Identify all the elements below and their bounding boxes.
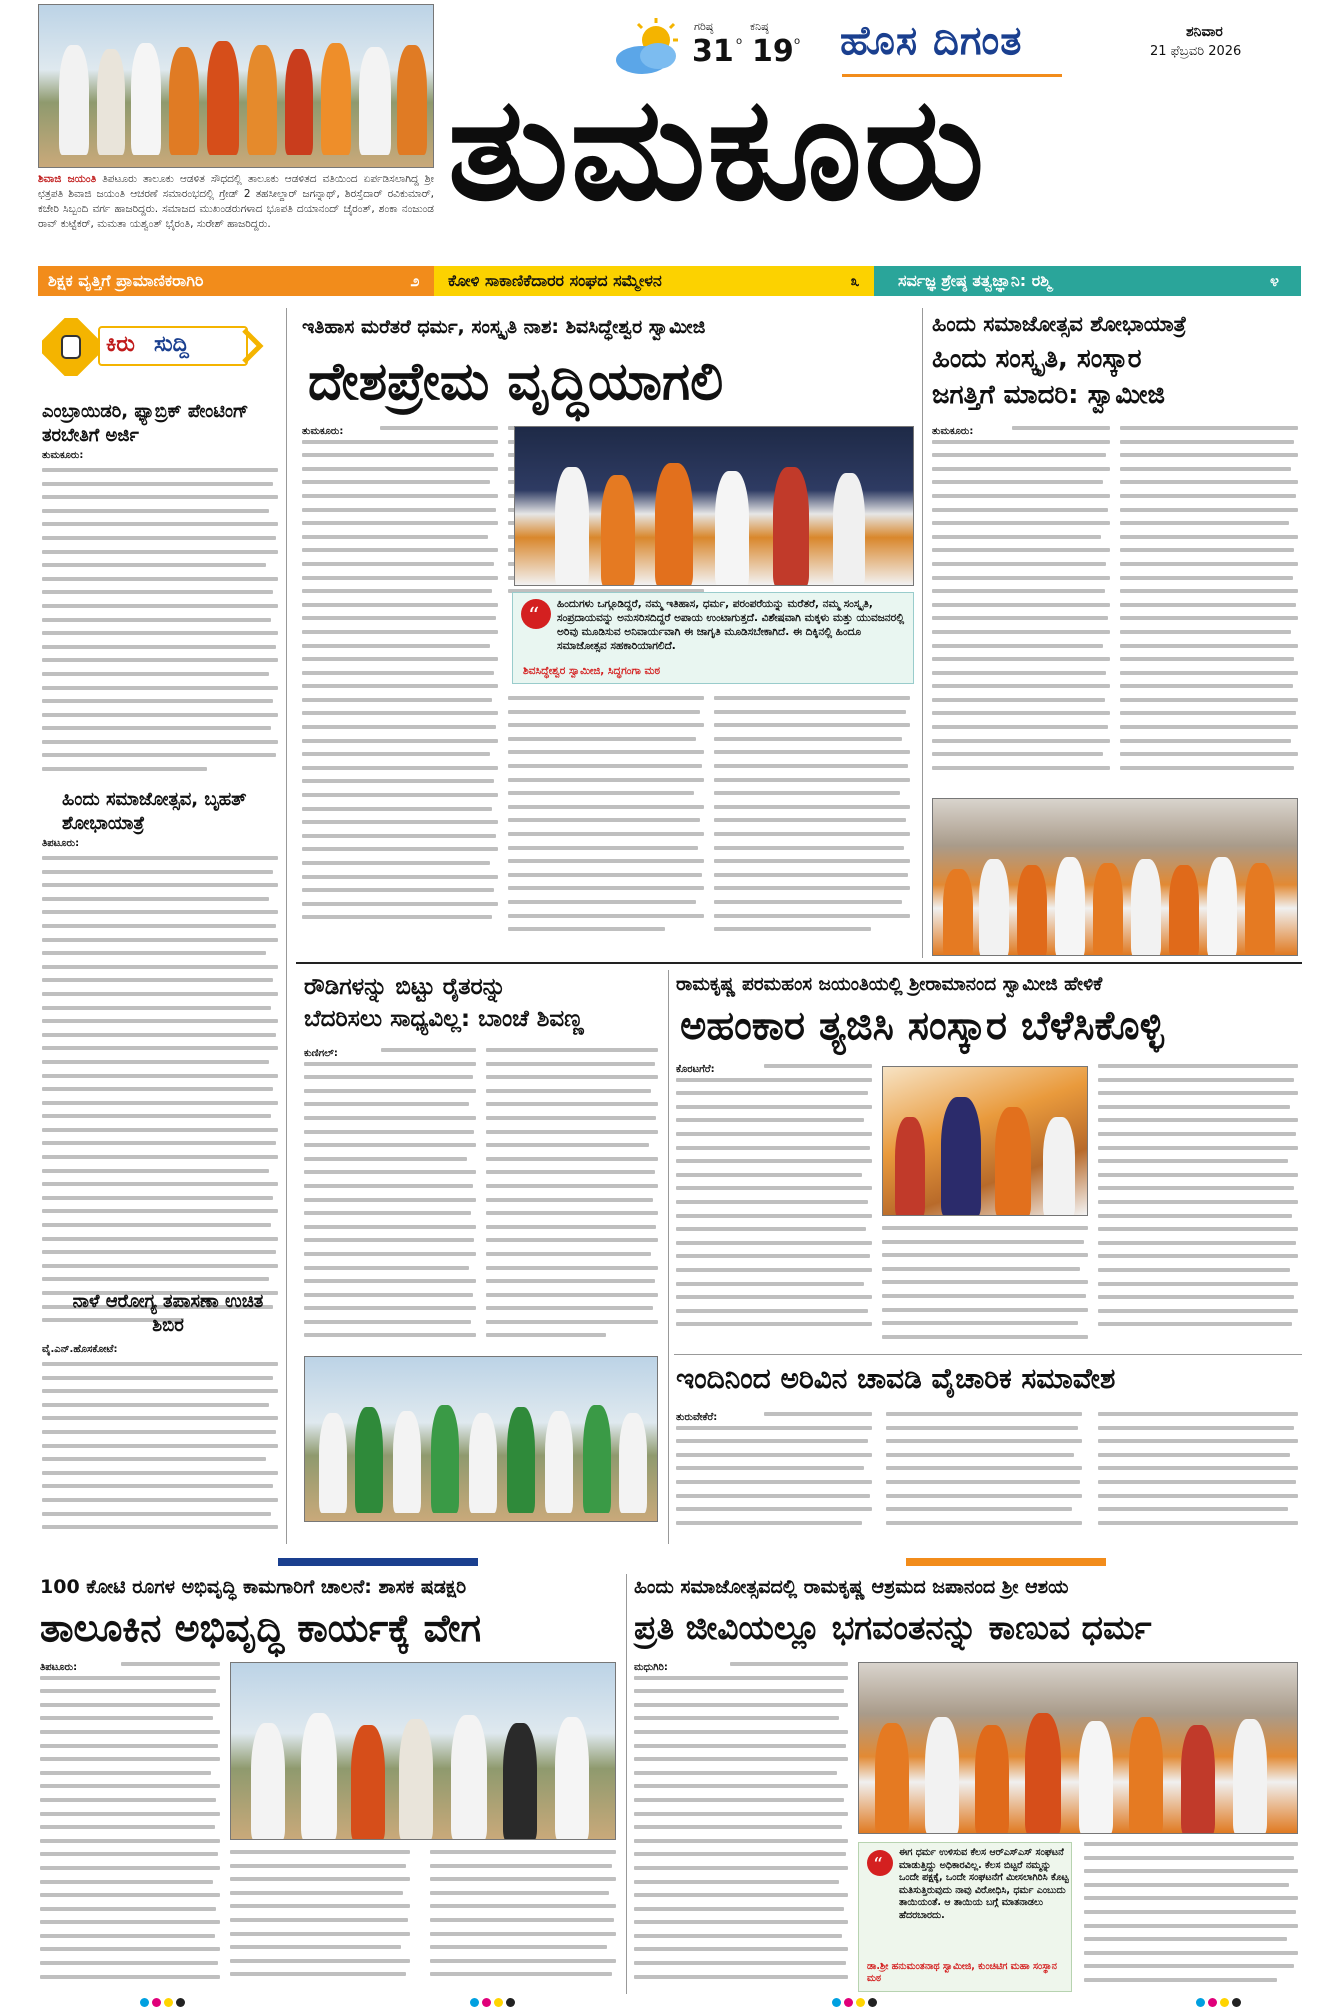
chavadi-story <box>674 1360 1302 1544</box>
taluk-dateline: ತಿಪಟೂರು: <box>40 1662 78 1673</box>
brief1-headline[interactable]: ಎಂಬ್ರಾಯಿಡರಿ, ಫ್ಯಾಬ್ರಿಕ್ ಪೇಂಟಿಂಗ್ ತರಬೇತಿಗೆ ಅರ್ಜಿ <box>42 401 249 446</box>
chavadi-headline[interactable]: ಇಂದಿನಿಂದ ಅರಿವಿನ ಚಾವಡಿ ವೈಚಾರಿಕ ಸಮಾವೇಶ <box>676 1362 1116 1395</box>
lead-quote-box <box>512 592 914 684</box>
brief1-dateline: ತುಮಕೂರು: <box>42 450 84 461</box>
rk-kicker[interactable]: ರಾಮಕೃಷ್ಣ ಪರಮಹಂಸ ಜಯಂತಿಯಲ್ಲಿ ಶ್ರೀರಾಮಾನಂದ ಸ್ವಾಮೀಜಿ ಹೇಳಿಕೆ <box>676 974 1103 995</box>
edition-title: ತುಮಕೂರು <box>448 67 987 232</box>
development-photo <box>230 1662 616 1840</box>
right-dateline: ತುಮಕೂರು: <box>932 426 974 437</box>
kirusuddi-label-b: ಸುದ್ದಿ <box>154 332 189 357</box>
brief2-dateline: ತಿಪಟೂರು: <box>42 838 80 849</box>
caption-head: ಶಿವಾಜಿ ಜಯಂತಿ <box>38 173 97 185</box>
shivaji-jayanti-photo <box>38 4 434 168</box>
quote-mark-icon <box>865 1849 895 1877</box>
svg-text:“: “ <box>528 604 540 629</box>
kirusuddi-column <box>38 308 280 1544</box>
ramakrishna-photo <box>882 1066 1088 1216</box>
lead-kicker[interactable]: ಇತಿಹಾಸ ಮರೆತರೆ ಧರ್ಮ, ಸಂಸ್ಕೃತಿ ನಾಶ: ಶಿವಸಿದ್ಧೇಶ್ವರ ಸ್ವಾಮೀಜಿ <box>302 316 706 338</box>
chevron-right-icon <box>242 328 264 364</box>
index-band-page-2: ೩ <box>836 266 874 296</box>
paper-logo: ಹೊಸ ದಿಗಂತ <box>840 18 1023 64</box>
index-band-item-1[interactable]: ಶಿಕ್ಷಕ ವೃತ್ತಿಗೆ ಪ್ರಾಮಾಣಿಕರಾಗಿರಿ <box>38 266 426 296</box>
max-temp-value: 31 <box>692 34 734 69</box>
brief2-headline[interactable]: ಹಿಂದು ಸಮಾಜೋತ್ಸವ, ಬೃಹತ್ ಶೋಭಾಯಾತ್ರೆ <box>62 789 247 834</box>
lead-quote-text: ಹಿಂದುಗಳು ಒಗ್ಗೂಡಿದ್ದರೆ, ನಮ್ಮ ಇತಿಹಾಸ, ಧರ್ಮ, ಪರಂಪರೆಯನ್ನು ಮರೆತರೆ, ನಮ್ಮ ಸಂಸ್ಕೃತಿ, ಸಂಪ್ರದಾಯವನ್ನು ಅನುಸರಿಸದಿದ್ದರೆ ಅಪಾಯ ಉಂಟಾಗುತ್ತದೆ. ವಿಶೇಷವಾಗಿ ಮಕ್ಕಳು ಮತ್ತು ಯುವಜನರಲ್ಲಿ ಅರಿವು ಮೂಡಿಸುವ ಅನಿವಾರ್ಯವಾಗಿ ಈ ಜಾಗೃತಿ ಮೂಡಿಸಬೇಕಾಗಿದೆ. ಈ ದಿಕ್ಕಿನಲ್ಲಿ ಹಿಂದೂ ಸಮಾಜೋತ್ಸವ ಸಹಕಾರಿಯಾಗಲಿದೆ. <box>557 598 905 652</box>
dharma-dateline: ಮಧುಗಿರಿ: <box>634 1662 668 1673</box>
max-temp-label: ಗರಿಷ್ಠ <box>694 20 714 33</box>
quote-mark-icon <box>519 599 553 629</box>
index-band-item-3[interactable]: ಸರ್ವಜ್ಞ ಶ್ರೇಷ್ಠ ತತ್ವಜ್ಞಾನಿ: ರಶ್ಮಿ <box>874 266 1301 296</box>
brief3-headline[interactable]: ನಾಳೆ ಆರೋಗ್ಯ ತಪಾಸಣಾ ಉಚಿತ ಶಿಬಿರ <box>72 1291 264 1336</box>
dharma-kicker[interactable]: ಹಿಂದು ಸಮಾಜೋತ್ಸವದಲ್ಲಿ ರಾಮಕೃಷ್ಣ ಆಶ್ರಮದ ಜಪಾನಂದ ಶ್ರೀ ಆಶಯ <box>634 1576 1069 1598</box>
right-headline-1[interactable]: ಹಿಂದು ಸಂಸ್ಕೃತಿ, ಸಂಸ್ಕಾರ <box>932 344 1142 374</box>
dharma-story <box>632 1574 1302 1994</box>
rk-dateline: ಕೊರಟಗೆರೆ: <box>676 1064 715 1075</box>
dharma-headline[interactable]: ಪ್ರತಿ ಜೀವಿಯಲ್ಲೂ ಭಗವಂತನನ್ನು ಕಾಣುವ ಧರ್ಮ <box>634 1608 1152 1647</box>
kirusuddi-label-a: ಕಿರು <box>106 332 135 357</box>
index-band-item-2[interactable]: ಕೋಳಿ ಸಾಕಾಣಿಕೆದಾರರ ಸಂಘದ ಸಮ್ಮೇಳನ <box>434 266 862 296</box>
lead-story <box>296 308 916 958</box>
rowdy-headline-1[interactable]: ರೌಡಿಗಳನ್ನು ಬಿಟ್ಟು ರೈತರನ್ನು <box>304 974 506 1000</box>
right-headline-2[interactable]: ಜಗತ್ತಿಗೆ ಮಾದರಿ: ಸ್ವಾಮೀಜಿ <box>932 380 1166 410</box>
farmers-photo <box>304 1356 658 1522</box>
shobhayatre-photo <box>932 798 1298 956</box>
min-temp-label: ಕನಿಷ್ಠ <box>750 20 769 33</box>
rowdy-story <box>296 970 664 1544</box>
masthead <box>0 0 1339 238</box>
right-kicker[interactable]: ಹಿಂದು ಸಮಾಜೋತ್ಸವ ಶೋಭಾಯಾತ್ರೆ <box>932 312 1187 336</box>
right-story <box>928 308 1302 958</box>
print-registration-marks <box>1196 1998 1241 2007</box>
lead-headline[interactable]: ದೇಶಪ್ರೇಮ ವೃದ್ಧಿಯಾಗಲಿ <box>308 352 724 412</box>
svg-text:“: “ <box>873 1854 883 1876</box>
weather-widget: ಗರಿಷ್ಠ 31 o ಕನಿಷ್ಠ 19 o <box>612 18 802 80</box>
lead-dateline: ತುಮಕೂರು: <box>302 426 344 437</box>
min-temp-value: 19 <box>752 34 794 69</box>
rowdy-dateline: ಕುಣಿಗಲ್: <box>304 1048 338 1059</box>
chavadi-dateline: ತುರುವೇಕೆರೆ: <box>676 1412 718 1423</box>
lead-quote-source: ಶಿವಸಿದ್ಧೇಶ್ವರ ಸ್ವಾಮೀಜಿ, ಸಿದ್ಧಗಂಗಾ ಮಠ <box>523 665 661 677</box>
index-band-page-1: ೨ <box>396 266 434 296</box>
print-registration-marks <box>140 1998 185 2007</box>
print-registration-marks <box>832 1998 877 2007</box>
taluk-story <box>38 1574 620 1994</box>
dharma-quote-box <box>858 1842 1072 1992</box>
taluk-headline[interactable]: ತಾಲೂಕಿನ ಅಭಿವೃದ್ಧಿ ಕಾರ್ಯಕ್ಕೆ ವೇಗ <box>40 1606 482 1650</box>
rk-story <box>674 970 1302 1350</box>
caption-text: ತಿಪಟೂರು ತಾಲೂಕು ಆಡಳಿತ ಸೌಧದಲ್ಲಿ ತಾಲೂಕು ಆಡಳಿತದ ವತಿಯಿಂದ ಏರ್ಪಡಿಸಲಾಗಿದ್ದ ಶ್ರೀ ಛತ್ರಪತಿ ಶಿವಾಜಿ ಜಯಂತಿ ಆಚರಣೆ ಸಮಾರಂಭದಲ್ಲಿ ಗ್ರೇಡ್ 2 ತಹಸೀಲ್ದಾರ್ ಜಗನ್ನಾಥ್, ಶಿರಸ್ತೆದಾರ್ ರವಿಕುಮಾರ್, ಕಚೇರಿ ಸಿಬ್ಬಂದಿ ವರ್ಗ ಹಾಜರಿದ್ದರು. ಸಮಾಜದ ಮುಖಂಡರುಗಳಾದ ಭೂಪತಿ ದಯಾನಂದ್ ಚೈರಂತ್, ಶಂಕಾ ನಂಜುಂಡ ರಾವ್ ಕುಟ್ಟೆಕರ್, ಮಮತಾ ಯಶ್ವಂತ್ ಭೈರಂತಿ, ಸುರೇಶ್ ಹಾಜರಿದ್ದರು. <box>38 173 434 230</box>
samajotsava-photo <box>858 1662 1298 1834</box>
taluk-kicker[interactable]: 100 ಕೋಟಿ ರೂಗಳ ಅಭಿವೃದ್ಧಿ ಕಾಮಗಾರಿಗೆ ಚಾಲನೆ: ಶಾಸಕ ಷಡಕ್ಷರಿ <box>40 1576 467 1598</box>
section-divider <box>38 1558 1302 1566</box>
hand-icon <box>42 318 102 376</box>
dharma-quote-source: ಡಾ.ಶ್ರೀ ಹನುಮಂತನಾಥ ಸ್ವಾಮೀಜಿ, ಕುಂಚಿಟಿಗ ಮಹಾ ಸಂಸ್ಥಾನ ಮಠ <box>867 1961 1057 1984</box>
rk-headline[interactable]: ಅಹಂಕಾರ ತ್ಯಜಿಸಿ ಸಂಸ್ಕಾರ ಬೆಳೆಸಿಕೊಳ್ಳಿ <box>680 1003 1164 1049</box>
edition-date: 21 ಫೆಬ್ರವರಿ 2026 <box>1150 44 1242 59</box>
edition-day: ಶನಿವಾರ <box>1186 24 1223 40</box>
index-band-page-3: ೪ <box>1248 266 1301 296</box>
print-registration-marks <box>470 1998 515 2007</box>
kirusuddi-badge <box>42 318 262 376</box>
brief3-dateline: ವೈ.ಎನ್.ಹೊಸಕೋಟೆ: <box>42 1344 118 1355</box>
dharma-quote-text: ಈಗ ಧರ್ಮ ಉಳಿಸುವ ಕೆಲಸ ಆರ್‌ಎಸ್‌ಎಸ್ ಸಂಘಟನೆ ಮಾಡುತ್ತಿದ್ದು ಅಧಿಕಾರವಿಲ್ಲ. ಕೆಲಸ ಬಿಟ್ಟರೆ ನಮ್ಮನ್ನು ಒಂದೇ ಪಕ್ಷಕ್ಕೆ, ಒಂದೇ ಸಂಘಟನೆಗೆ ಮೀಸಲಾಗಿರಿಸಿ ಕೊಟ್ಟ ಮತಿಸುತ್ತಿರುವುದು ನಾವು ವಿರೋಧಿಸಿ, ಧರ್ಮ ಎಂಬುದು ತಾಯಿಯಂತೆ. ಆ ತಾಯಿಯ ಬಗ್ಗೆ ಮಾತನಾಡಲು ಹೆದರಬಾರದು. <box>899 1847 1069 1921</box>
rowdy-headline-2[interactable]: ಬೆದರಿಸಲು ಸಾಧ್ಯವಿಲ್ಲ: ಬಾಂಚೆ ಶಿವಣ್ಣ <box>304 1006 584 1032</box>
lead-photo <box>514 426 914 586</box>
